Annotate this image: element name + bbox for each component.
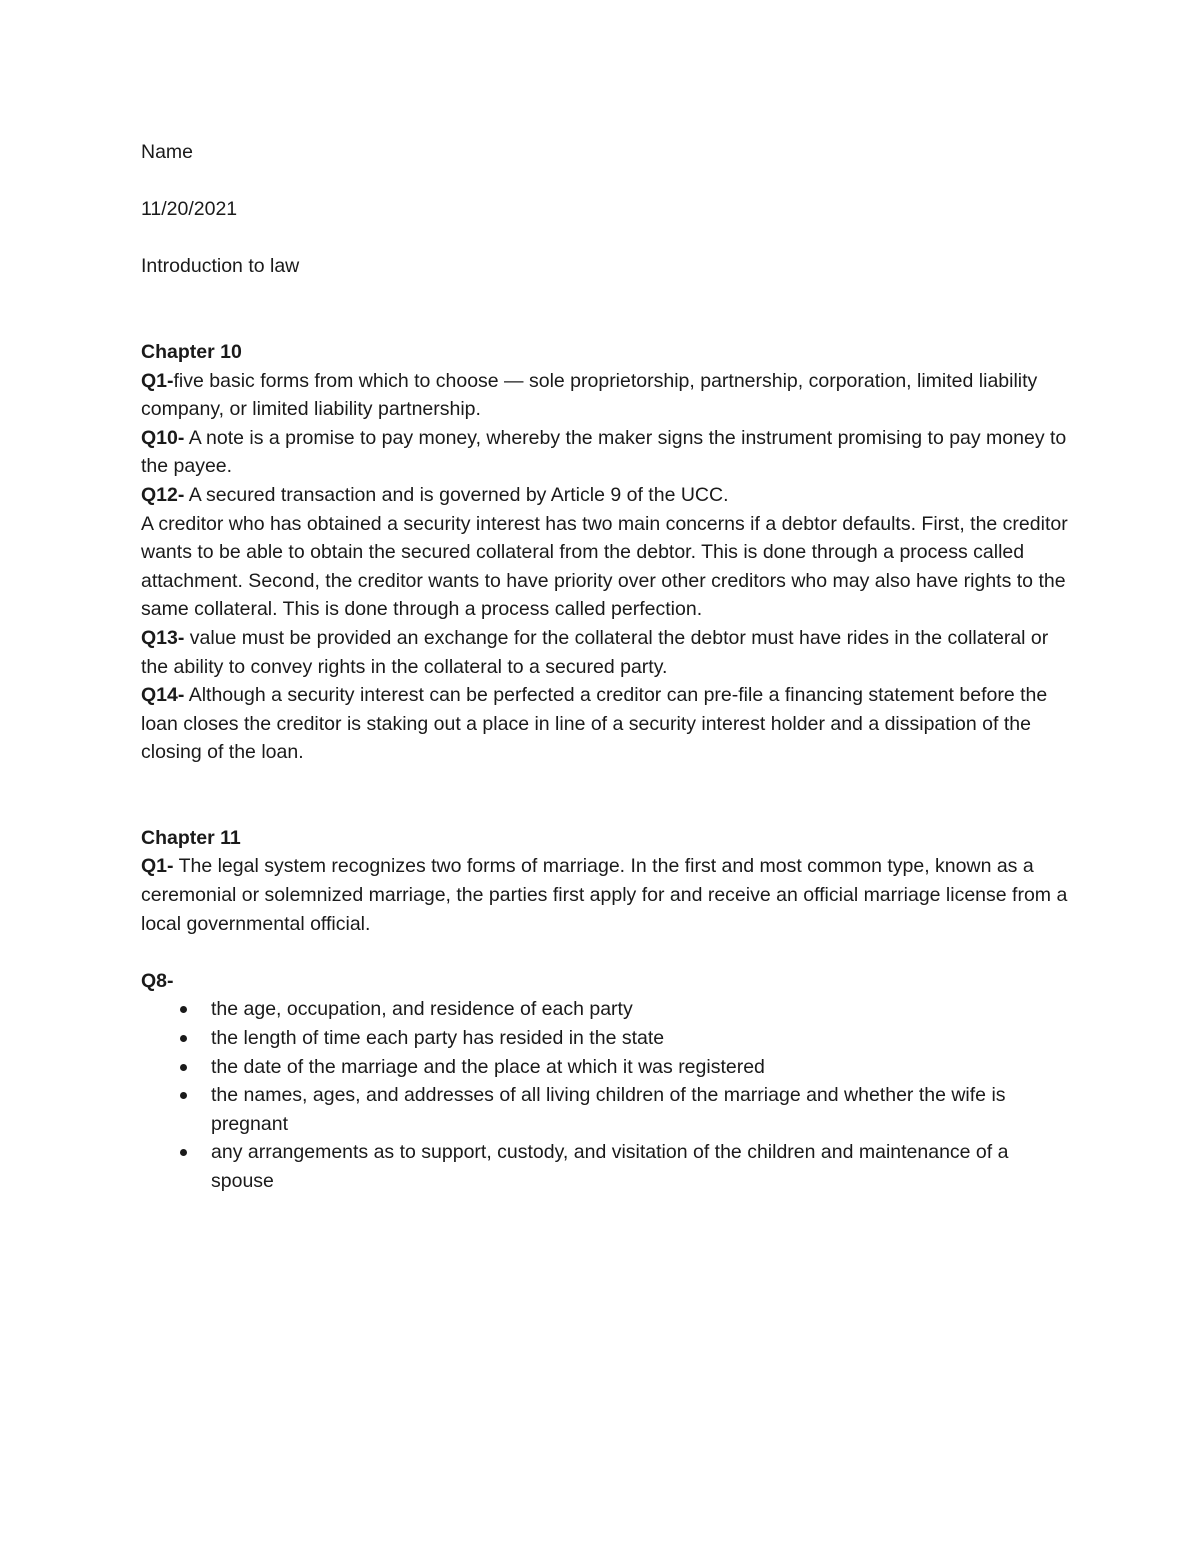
- ch11-q8-list: [141, 995, 1071, 1195]
- question-label: Q1-: [141, 855, 174, 878]
- chapter-10-heading: Chapter 10: [141, 340, 242, 363]
- ch10-q1: [141, 367, 1071, 424]
- student-name: Name: [141, 141, 194, 163]
- answer-text: Although a security interest can be perfected a creditor can pre-file a financing statement before the loan closes the creditor is staking out a place in line of a security interest holder and a dissipation of the closing of the loan.: [141, 684, 1048, 764]
- list-item-text: the names, ages, and addresses of all living children of the marriage and whether the wife is pregnant: [211, 1084, 1006, 1135]
- question-label: Q13-: [141, 626, 185, 649]
- list-item-text: the length of time each party has resided in the state: [211, 1027, 665, 1050]
- list-item-text: any arrangements as to support, custody, and visitation of the children and maintenance of a spouse: [211, 1141, 1009, 1192]
- ch11-q8-label: Q8-: [141, 969, 174, 992]
- bullet-icon: [180, 1092, 187, 1099]
- question-label: Q10-: [141, 426, 185, 449]
- list-item: [141, 1024, 1071, 1053]
- answer-text: A note is a promise to pay money, whereby the maker signs the instrument promising to pay money to the payee.: [141, 426, 1067, 478]
- course-title: Introduction to law: [141, 255, 300, 278]
- bullet-icon: [180, 1035, 187, 1042]
- document-date: 11/20/2021: [141, 198, 238, 221]
- bullet-icon: [180, 1006, 187, 1013]
- list-item: [141, 1138, 1071, 1195]
- ch11-q1: [141, 852, 1071, 938]
- ch10-q13: [141, 624, 1071, 681]
- answer-text: The legal system recognizes two forms of marriage. In the first and most common type, known as a ceremonial or solemnized marriage, the parties first apply for and receive an official marriage license from a local governmental official.: [141, 855, 1068, 935]
- answer-text: A secured transaction and is governed by Article 9 of the UCC.: [184, 483, 729, 506]
- answer-text: five basic forms from which to choose — sole proprietorship, partnership, corporation, limited liability company, or limited liability partnership.: [141, 369, 1038, 421]
- bullet-icon: [180, 1149, 187, 1156]
- list-item: [141, 1081, 1071, 1138]
- question-label: Q14-: [141, 684, 185, 707]
- ch10-q14: [141, 681, 1071, 767]
- chapter-11-heading: Chapter 11: [141, 826, 241, 849]
- list-item-text: the age, occupation, and residence of each party: [211, 998, 633, 1021]
- answer-text: value must be provided an exchange for the collateral the debtor must have rides in the collateral or the ability to convey rights in the collateral to a secured party.: [141, 626, 1049, 678]
- list-item: [141, 995, 1071, 1024]
- ch10-q12-continuation: A creditor who has obtained a security interest has two main concerns if a debtor defaults. First, the creditor wants to be able to obtain the secured collateral from the debtor. This is done through a process called attachment. Second, the creditor wants to have priority over other creditors who may also have rights to the same collateral. This is done through a process called perfection.: [141, 512, 1068, 621]
- document-page: [141, 138, 1071, 1196]
- ch10-q12: [141, 481, 1071, 510]
- question-label: Q12-: [141, 483, 185, 506]
- ch10-q10: [141, 424, 1071, 481]
- list-item: [141, 1053, 1071, 1082]
- question-label: Q1-: [141, 369, 174, 392]
- list-item-text: the date of the marriage and the place at which it was registered: [211, 1055, 765, 1078]
- bullet-icon: [180, 1064, 187, 1071]
